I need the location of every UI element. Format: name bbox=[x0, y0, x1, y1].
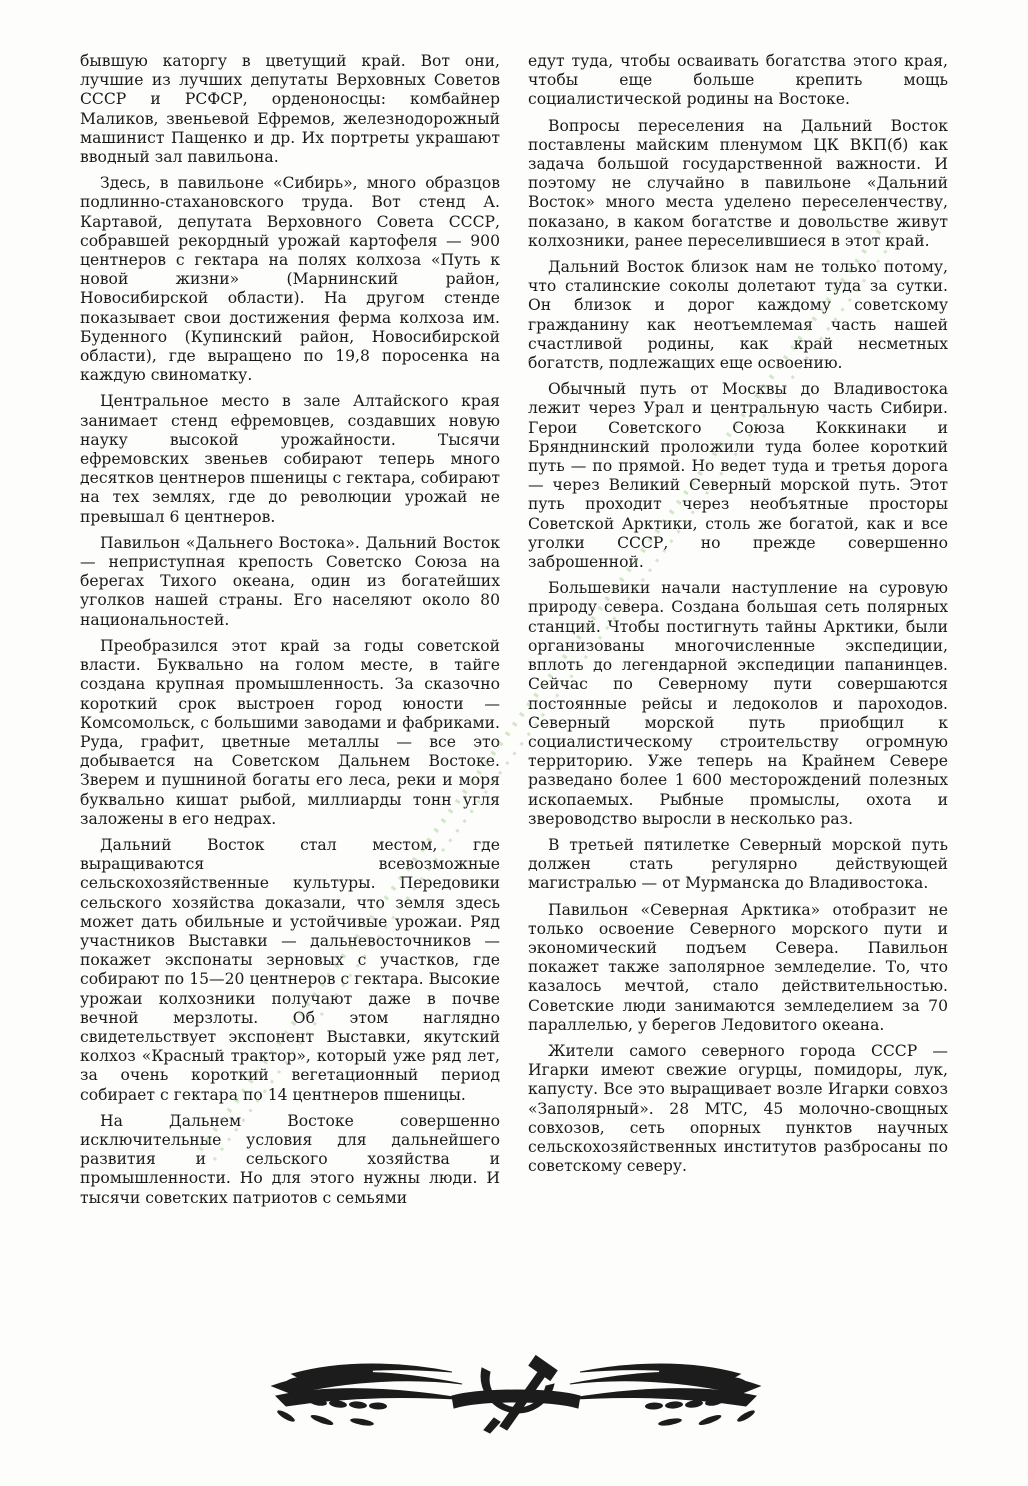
paragraph: Жители самого северного города СССР — Игарки имеют свежие огурцы, помидоры, лук, капусту. Все это выращивает возле Игарки совхоз «Заполярный». 28 МТС, 45 молочно-свощных совхозов, сеть опорных пунктов научных сельскохозяйственных институтов разбросаны по советскому северу. bbox=[528, 1041, 948, 1176]
paragraph: Павильон «Дальнего Востока». Дальний Восток — неприступная крепость Советско Союза на берегах Тихого океана, один из богатейших уголков нашей страны. Его населяют около 80 национальностей. bbox=[80, 533, 500, 629]
paragraph: Здесь, в павильоне «Сибирь», много образцов подлинно-стахановского труда. Вот стенд А. Картавой, депутата Верховного Совета СССР, собравшей рекордный урожай картофеля — 900 центнеров с гектара на полях колхоза «Путь к новой жизни» (Марнинский район, Новосибирской области). На другом стенде показывает свои достижения ферма колхоза им. Буденного (Купинский район, Новосибирской области), где выращено по 19,8 поросенка на каждую свиноматку. bbox=[80, 174, 500, 385]
hammer-sickle-wreath-icon bbox=[262, 1338, 770, 1438]
paragraph: Дальний Восток стал местом, где выращиваются всевозможные сельскохозяйственные культуры. Передовики сельского хозяйства доказали, что земля здесь может дать обильные и устойчивые урожаи. Ряд участников Выставки — дальневосточников — покажет экспонаты зерновых с участков, где собирают по 15—20 центнеров с гектара. Высокие урожаи колхозники получают даже в почве вечной мерзлоты. Об этом наглядно свидетельствует экспонент Выставки, якутский колхоз «Красный трактор», который уже ряд лет, за очень короткий вегетационный период собирает с гектара по 14 центнеров пшеницы. bbox=[80, 835, 500, 1104]
paragraph: Дальний Восток близок нам не только потому, что сталинские соколы долетают туда за сутки. Он близок и дорог каждому советскому гражданину как неотъемлемая часть нашей счастливой родины, как край несметных богатств, подлежащих еще освоению. bbox=[528, 258, 948, 373]
paragraph: Павильон «Северная Арктика» отобразит не только освоение Северного морского пути и экономический подъем Севера. Павильон покажет также заполярное земледелие. То, что казалось мечтой, стало действительностью. Советские люди занимаются земледелием за 70 параллелью, у берегов Ледовитого океана. bbox=[528, 900, 948, 1034]
paragraph: Большевики начали наступление на суровую природу севера. Создана большая сеть полярных станций. Чтобы постигнуть тайны Арктики, были организованы многочисленные экспедиции, вплоть до легендарной экспедиции папанинцев. Сейчас по Северному пути совершаются постоянные рейсы и ледоколов и пароходов. Северный морской путь приобщил к социалистическому строительству огромную территорию. Уже теперь на Крайнем Севере разведано более 1 600 месторождений полезных ископаемых. Рыбные промыслы, охота и звероводство выросли в несколько раз. bbox=[528, 579, 948, 828]
left-column bbox=[80, 52, 500, 1215]
right-column bbox=[528, 52, 948, 1183]
paragraph: В третьей пятилетке Северный морской путь должен стать регулярно действующей магистралью — от Мурманска до Владивостока. bbox=[528, 835, 948, 893]
paragraph: бывшую каторгу в цветущий край. Вот они, лучшие из лучших депутаты Верховных Советов СССР и РСФСР, орденоносцы: комбайнер Маликов, звеньевой Ефремов, железнодорожный машинист Пащенко и др. Их портреты украшают вводный зал павильона. bbox=[80, 52, 500, 167]
paragraph: Преобразился этот край за годы советской власти. Буквально на голом месте, в тайге создана крупная промышленность. За сказочно короткий срок выстроен город юности — Комсомольск, с большими заводами и фабриками. Руда, графит, цветные металлы — все это добывается на Советском Дальнем Востоке. Зверем и пушниной богаты его леса, реки и моря буквально кишат рыбой, миллиарды тонн угля заложены в его недрах. bbox=[80, 636, 500, 828]
paragraph: Вопросы переселения на Дальний Восток поставлены майским пленумом ЦК ВКП(б) как задача большой государственной важности. И поэтому не случайно в павильоне «Дальний Восток» много места уделено переселенчеству, показано, в каком богатстве и довольстве живут колхозники, ранее переселившиеся в этот край. bbox=[528, 116, 948, 250]
paragraph: едут туда, чтобы осваивать богатства этого края, чтобы еще больше крепить мощь социалистической родины на Востоке. bbox=[528, 52, 948, 109]
paragraph: Обычный путь от Москвы до Владивостока лежит через Урал и центральную часть Сибири. Герои Советского Союза Коккинаки и Брянднинский проложили туда более короткий путь — по прямой. Но ведет туда и третья дорога — через Великий Северный морской путь. Этот путь проходит через необъятные просторы Советской Арктики, столь же богатой, как и все уголки СССР, но прежде совершенно заброшенной. bbox=[528, 380, 948, 572]
paragraph: На Дальнем Востоке совершенно исключительные условия для дальнейшего развития и сельского хозяйства и промышленности. Но для этого нужны люди. И тысячи советских патриотов с семьями bbox=[80, 1111, 500, 1207]
paragraph: Центральное место в зале Алтайского края занимает стенд ефремовцев, создавших новую науку высокой урожайности. Тысячи ефремовских звеньев собирают теперь много десятков центнеров пшеницы с гектара, собирают на тех землях, где до революции урожай не превышал 6 центнеров. bbox=[80, 392, 500, 526]
